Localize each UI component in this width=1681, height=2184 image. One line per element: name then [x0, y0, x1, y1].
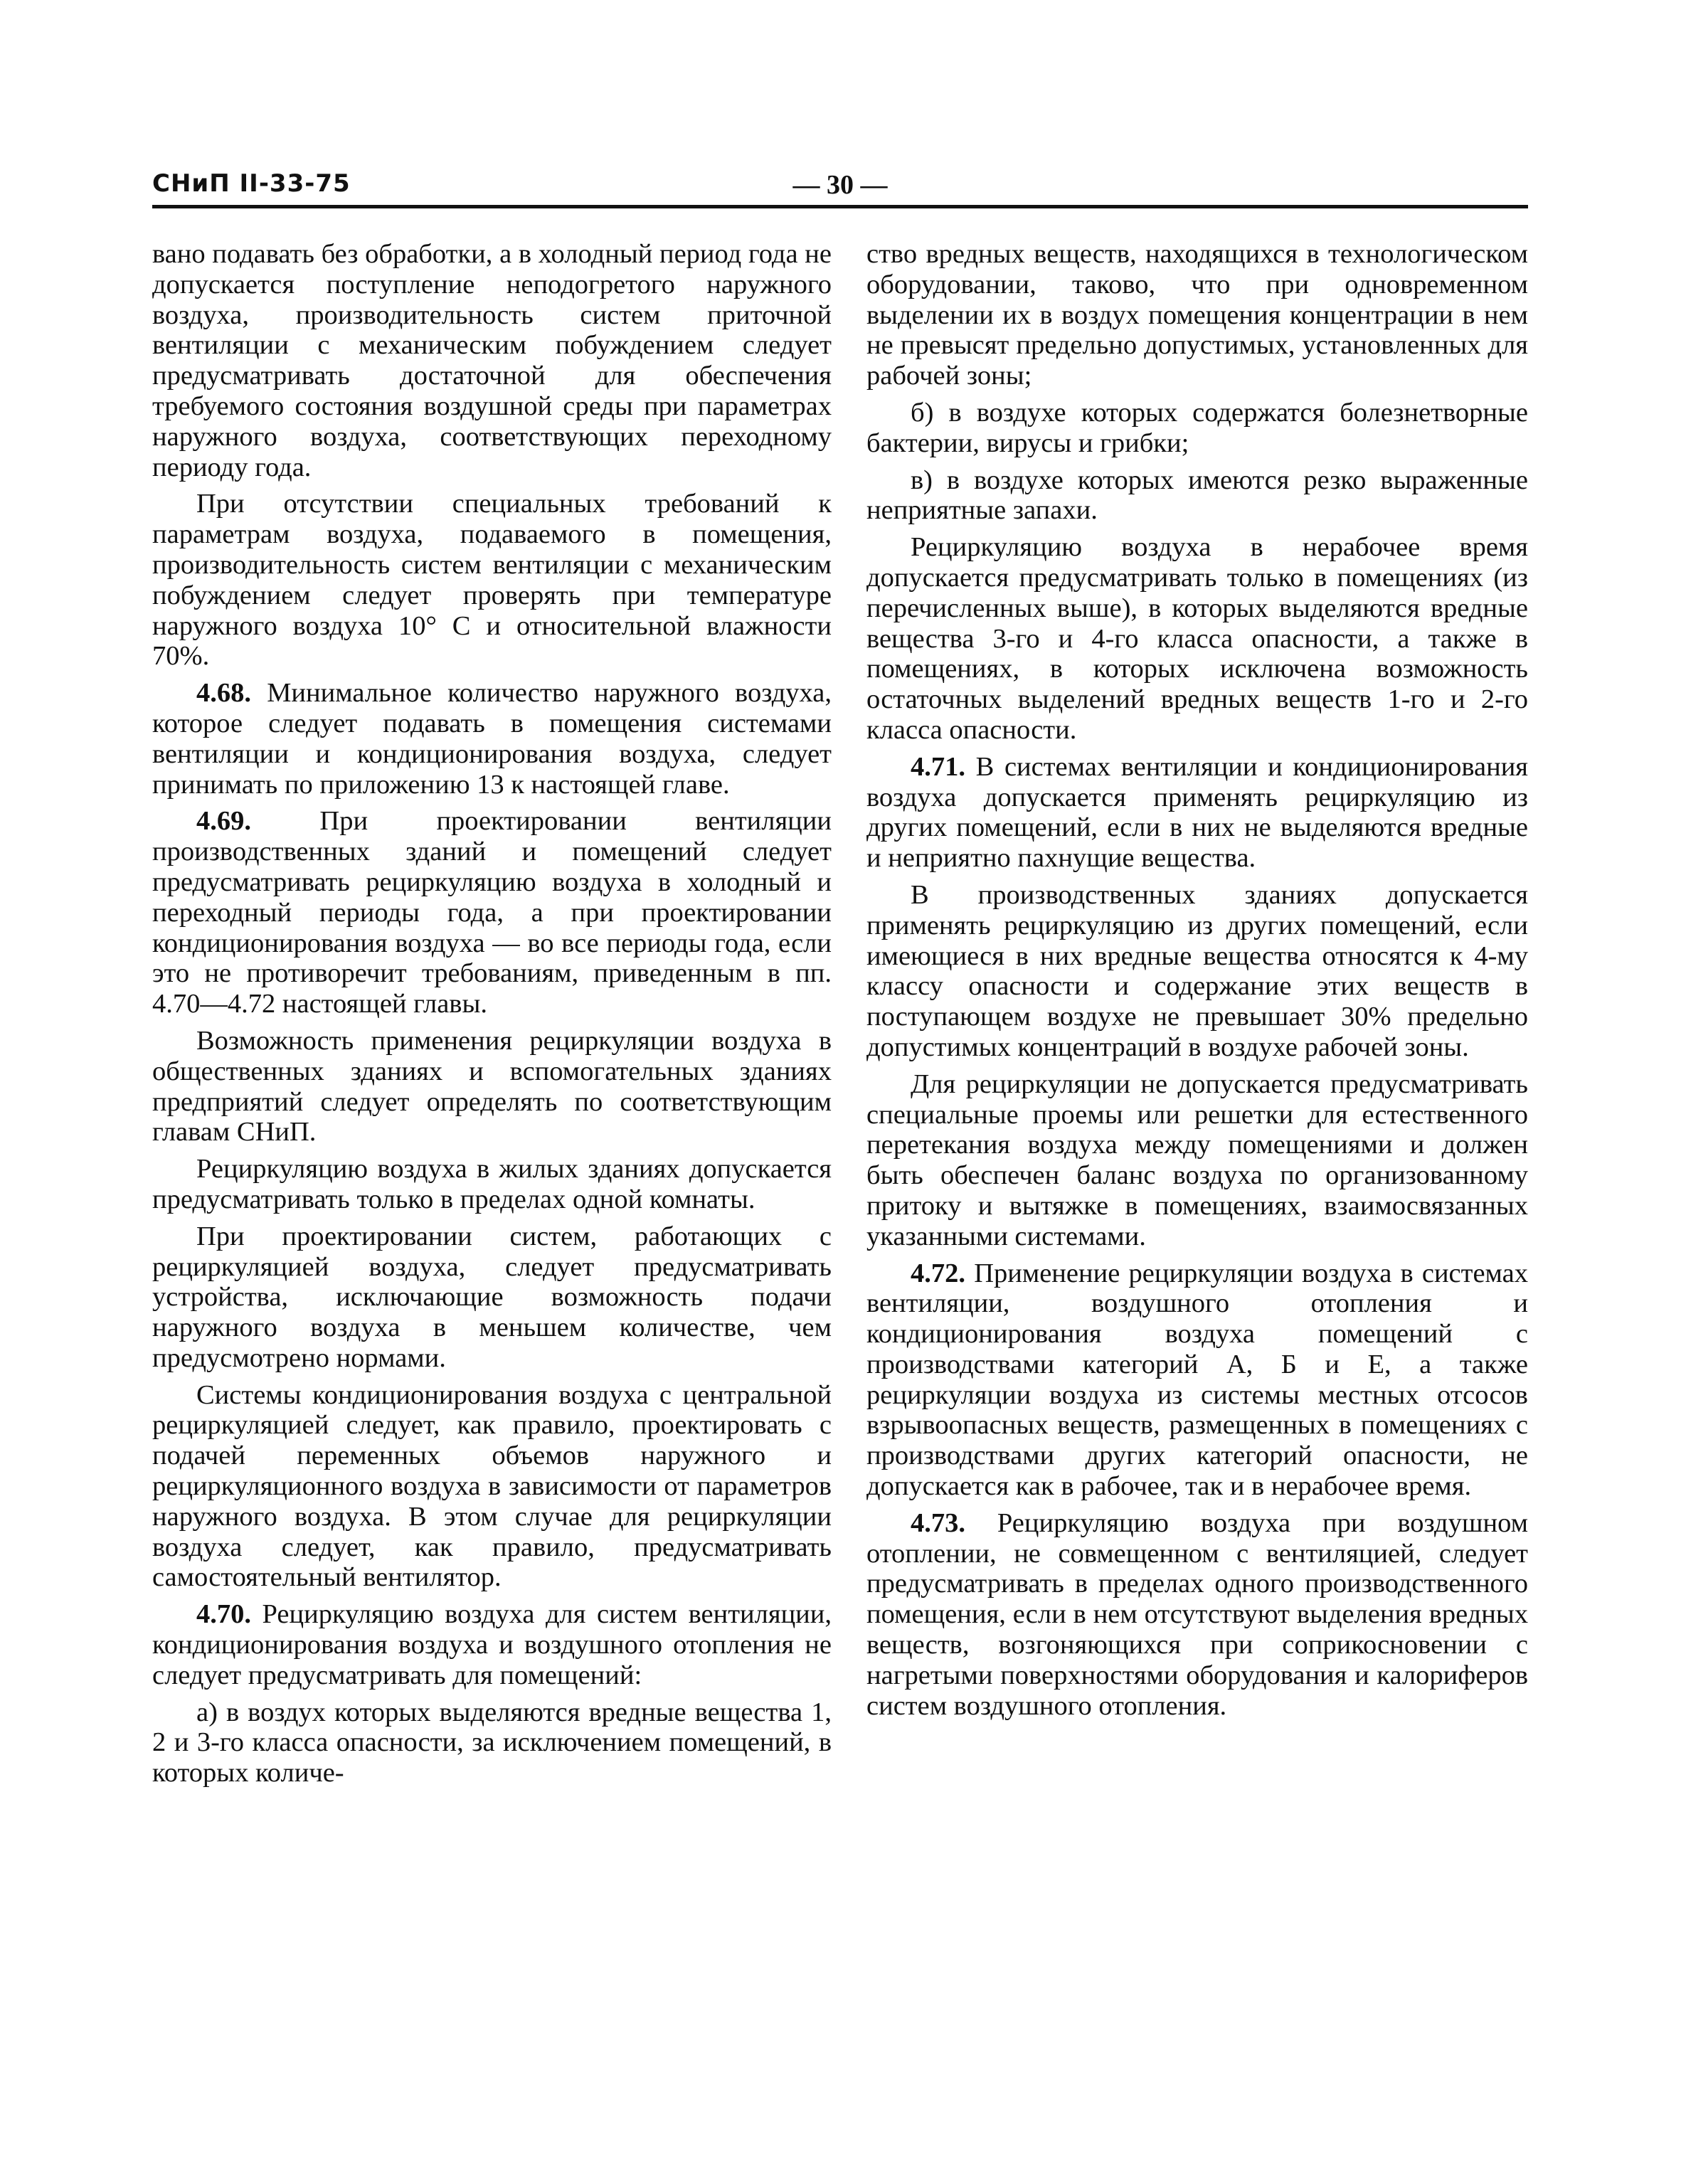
clause-number: 4.73. [911, 1507, 965, 1538]
paragraph-text: Рециркуляцию воздуха для систем вентиляции, кондиционирования воздуха и воздушного отопления не следует предусматривать для помещений: [152, 1599, 832, 1690]
paragraph [866, 239, 1528, 391]
paragraph-text: вано подавать без обработки, а в холодный период года не допускается поступление неподогретого наружного воздуха, производительность систем приточной вентиляции с механическим побуждением следует предусматривать достаточной для обеспечения требуемого состояния воздушной среды при параметрах наружного воздуха, соответствующих переходному периоду года. [152, 239, 832, 482]
paragraph-text: а) в воздух которых выделяются вредные вещества 1, 2 и 3-го класса опасности, за исключением помещений, в которых количе- [152, 1697, 832, 1788]
clause-paragraph [152, 806, 832, 1019]
paragraph-text: ство вредных веществ, находящихся в технологическом оборудовании, таково, что при одновременном выделении их в воздух помещения концентрации в нем не превысят предельно допустимых, установленных для рабочей зоны; [866, 239, 1528, 391]
clause-number: 4.69. [196, 806, 251, 837]
clause-paragraph [866, 1508, 1528, 1722]
paragraph-text: б) в воздухе которых содержатся болезнетворные бактерии, вирусы и грибки; [866, 397, 1528, 458]
paragraph-text: Возможность применения рециркуляции воздуха в общественных зданиях и вспомогательных зданиях предприятий следует определять по соответствующим главам СНиП. [152, 1025, 832, 1147]
paragraph-text: Системы кондиционирования воздуха с центральной рециркуляцией следует, как правило, проектировать с подачей переменных объемов наружного и рециркуляционного воздуха в зависимости от параметров наружного воздуха. В этом случае для рециркуляции воздуха следует, как правило, предусматривать самостоятельный вентилятор. [152, 1379, 832, 1593]
clause-paragraph [866, 752, 1528, 874]
paragraph [152, 1154, 832, 1215]
clause-number: 4.70. [196, 1599, 251, 1630]
paragraph-text: При проектировании систем, работающих с рециркуляцией воздуха, следует предусматривать устройства, исключающие возможность подачи наружного воздуха в меньшем количестве, чем предусмотрено нормами. [152, 1221, 832, 1373]
paragraph-text: В системах вентиляции и кондиционирования воздуха допускается применять рециркуляцию из других помещений, если в них не выделяются вредные и неприятно пахнущие вещества. [866, 751, 1529, 874]
paragraph-text: Применение рециркуляции воздуха в системах вентиляции, воздушного отопления и кондиционирования воздуха помещений с производствами категорий А, Б и Е, а также рециркуляции воздуха из системы местных отсосов взрывоопасных веществ, размещенных в помещениях с производствами других категорий опасности, не допускается как в рабочее, так и в нерабочее время. [866, 1258, 1528, 1502]
paragraph [152, 1697, 832, 1788]
paragraph [866, 880, 1528, 1063]
left-column [152, 239, 832, 1795]
paragraph-text: Минимальное количество наружного воздуха, которое следует подавать в помещения системами вентиляции и кондиционирования воздуха, следует принимать по приложению 13 к настоящей главе. [152, 678, 832, 800]
paragraph-text: Рециркуляцию воздуха в нерабочее время допускается предусматривать только в помещениях (из перечисленных выше), в которых выделяются вредные вещества 3-го и 4-го класса опасности, а также в помещениях, в которых исключена возможность остаточных выделений вредных веществ 1-го и 2-го класса опасности. [866, 532, 1528, 745]
page-header [152, 169, 1528, 209]
paragraph [866, 398, 1528, 459]
paragraph [152, 1221, 832, 1374]
page-number: — 30 — [792, 170, 888, 200]
paragraph-text: Рециркуляцию воздуха в жилых зданиях допускается предусматривать только в пределах одной комнаты. [152, 1154, 832, 1214]
clause-paragraph [866, 1258, 1528, 1502]
document-code: СНиП II-33-75 [152, 169, 351, 198]
paragraph [866, 532, 1528, 746]
header-rule [152, 205, 1528, 208]
paragraph [866, 465, 1528, 526]
paragraph-text: Для рециркуляции не допускается предусматривать специальные проемы или решетки для естественного перетекания воздуха между помещениями и должен быть обеспечен баланс воздуха по организованному притоку и вытяжке в помещениях, взаимосвязанных указанными системами. [866, 1069, 1528, 1251]
right-column [866, 239, 1528, 1727]
paragraph [152, 1026, 832, 1147]
clause-paragraph [152, 1599, 832, 1690]
paragraph [152, 489, 832, 672]
clause-number: 4.68. [196, 678, 251, 709]
paragraph-text: При проектировании вентиляции производственных зданий и помещений следует предусматривать рециркуляцию воздуха в холодный и переходный периоды года, а при проектировании кондиционирования воздуха — во все периоды года, если это не противоречит требованиям, приведенным в пп. 4.70—4.72 настоящей главы. [152, 806, 832, 1019]
clause-number: 4.71. [911, 751, 965, 782]
paragraph-text: При отсутствии специальных требований к параметрам воздуха, подаваемого в помещения, производительность систем вентиляции с механическим побуждением следует проверять при температуре наружного воздуха 10° С и относительной влажности 70%. [152, 489, 832, 672]
paragraph-text: В производственных зданиях допускается применять рециркуляцию из других помещений, если имеющиеся в них вредные вещества относятся к 4-му классу опасности и содержание этих веществ в поступающем воздухе не превышает 30% предельно допустимых концентраций в воздухе рабочей зоны. [866, 879, 1528, 1062]
clause-number: 4.72. [911, 1258, 965, 1288]
paragraph [866, 1069, 1528, 1252]
paragraph-text: Рециркуляцию воздуха при воздушном отоплении, не совмещенном с вентиляцией, следует предусматривать в пределах одного производственного помещения, если в нем отсутствуют выделения вредных веществ, возгоняющихся при соприкосновении с нагретыми поверхностями оборудования и калориферов систем воздушного отопления. [866, 1507, 1528, 1721]
paragraph [152, 1380, 832, 1594]
paragraph-text: в) в воздухе которых имеются резко выраженные неприятные запахи. [866, 465, 1528, 526]
paragraph [152, 239, 832, 482]
clause-paragraph [152, 678, 832, 800]
